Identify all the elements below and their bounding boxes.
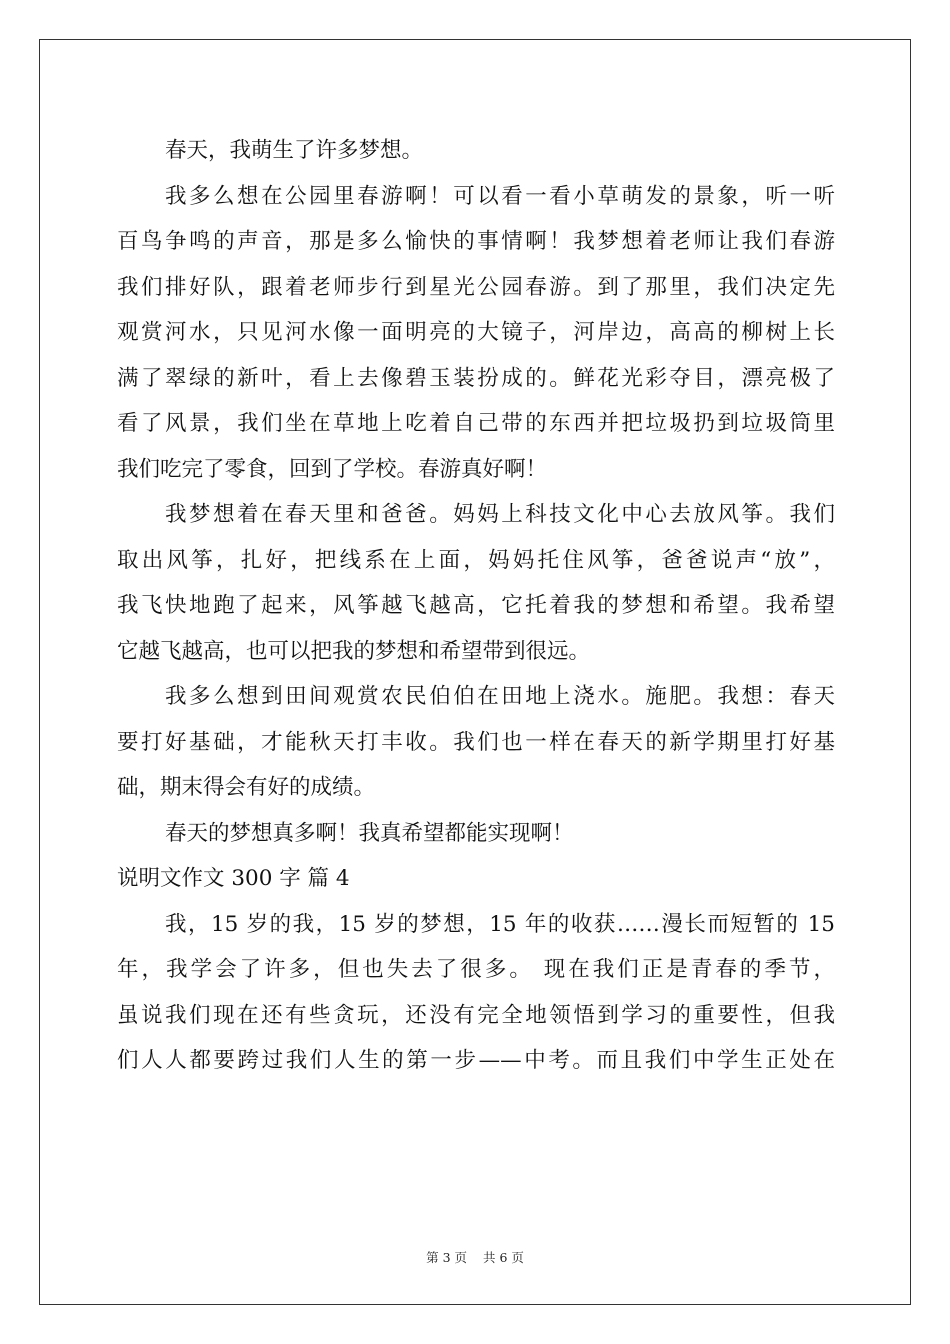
paragraph-line: 百鸟争鸣的声音，那是多么愉快的事情啊！我梦想着老师让我们春游	[117, 229, 835, 254]
section-heading: 说明文作文 300 字 篇 4	[117, 866, 350, 891]
paragraph-line: 们人人都要跨过我们人生的第一步——中考。而且我们中学生正处在	[117, 1048, 835, 1073]
paragraph-line: 春天，我萌生了许多梦想。	[165, 138, 424, 163]
page-footer	[0, 1248, 950, 1266]
paragraph-line: 我多么想到田间观赏农民伯伯在田地上浇水。施肥。我想：春天	[165, 684, 835, 709]
paragraph-line: 虽说我们现在还有些贪玩，还没有完全地领悟到学习的重要性，但我	[117, 1002, 835, 1028]
paragraph-line: 我飞快地跑了起来，风筝越飞越高，它托着我的梦想和希望。我希望	[117, 593, 835, 618]
paragraph-line: 取出风筝，扎好，把线系在上面，妈妈托住风筝，爸爸说声“放”，	[117, 547, 835, 573]
page-number-total: 共 6 页	[482, 1250, 524, 1265]
document-body	[117, 128, 835, 1084]
paragraph-line: 我多么想在公园里春游啊！可以看一看小草萌发的景象，听一听	[165, 183, 835, 209]
page-number-current: 第 3 页	[426, 1250, 467, 1265]
paragraph-line: 我们吃完了零食，回到了学校。春游真好啊！	[117, 456, 548, 482]
paragraph-line: 春天的梦想真多啊！我真希望都能实现啊！	[165, 820, 574, 846]
paragraph-line: 它越飞越高，也可以把我的梦想和希望带到很远。	[117, 638, 591, 664]
paragraph-line: 我们排好队，跟着老师步行到星光公园春游。到了那里，我们决定先	[117, 274, 835, 300]
paragraph-line: 满了翠绿的新叶，看上去像碧玉装扮成的。鲜花光彩夺目，漂亮极了	[117, 365, 835, 391]
paragraph-line: 础，期末得会有好的成绩。	[117, 775, 376, 800]
paragraph-line: 观赏河水，只见河水像一面明亮的大镜子，河岸边，高高的柳树上长	[117, 320, 835, 345]
paragraph-line: 我，15 岁的我，15 岁的梦想，15 年的收获……漫长而短暂的 15	[165, 911, 835, 937]
paragraph-line: 年，我学会了许多，但也失去了很多。 现在我们正是青春的季节，	[117, 957, 835, 982]
paragraph-line: 要打好基础，才能秋天打丰收。我们也一样在春天的新学期里打好基	[117, 729, 835, 755]
paragraph-line: 我梦想着在春天里和爸爸。妈妈上科技文化中心去放风筝。我们	[165, 502, 835, 527]
paragraph-line: 看了风景，我们坐在草地上吃着自己带的东西并把垃圾扔到垃圾筒里	[117, 411, 835, 436]
